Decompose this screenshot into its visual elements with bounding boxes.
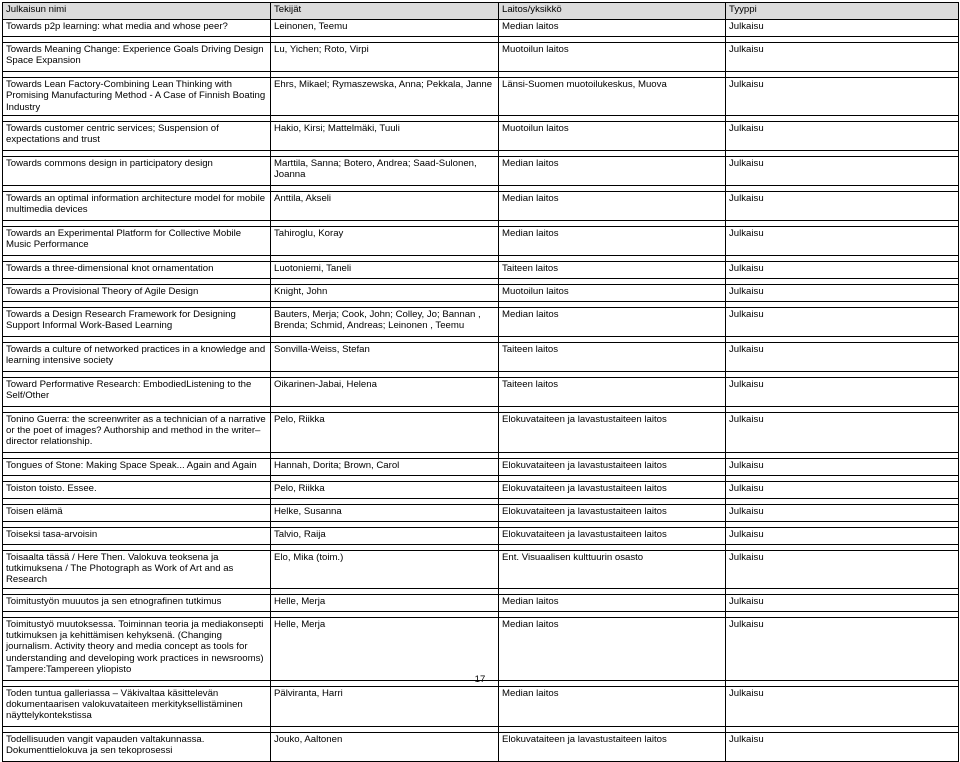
cell-type: Julkaisu — [726, 686, 959, 726]
cell-authors: Knight, John — [271, 284, 499, 301]
cell-type: Julkaisu — [726, 342, 959, 371]
cell-department: Elokuvataiteen ja lavastustaiteen laitos — [499, 732, 726, 761]
table-row — [3, 307, 959, 336]
cell-title: Tongues of Stone: Making Space Speak... Again and Again — [3, 458, 271, 475]
cell-type: Julkaisu — [726, 156, 959, 185]
cell-type: Julkaisu — [726, 594, 959, 611]
cell-title: Towards a culture of networked practices in a knowledge and learning intensive society — [3, 342, 271, 371]
cell-authors: Lu, Yichen; Roto, Virpi — [271, 43, 499, 72]
cell-type: Julkaisu — [726, 191, 959, 220]
table-row — [3, 550, 959, 588]
table-row — [3, 20, 959, 37]
cell-title: Toiseksi tasa-arvoisin — [3, 527, 271, 544]
table-row — [3, 156, 959, 185]
cell-department: Median laitos — [499, 594, 726, 611]
table-row — [3, 481, 959, 498]
publications-table — [2, 2, 959, 762]
table-row — [3, 504, 959, 521]
cell-title: Toimitustyö muutoksessa. Toiminnan teoria ja mediakonsepti tutkimuksen ja kehittämisen kehyksenä. (Changing journalism. Activity theory and media concept as tools for understanding and developing work practices in newsrooms) Tampere:Tampereen yliopisto — [3, 617, 271, 680]
table-row — [3, 377, 959, 406]
cell-type: Julkaisu — [726, 307, 959, 336]
cell-authors: Helle, Merja — [271, 617, 499, 680]
cell-title: Towards an Experimental Platform for Collective Mobile Music Performance — [3, 226, 271, 255]
cell-title: Towards a three-dimensional knot ornamentation — [3, 261, 271, 278]
cell-title: Toden tuntua galleriassa – Väkivaltaa käsittelevän dokumentaarisen valokuvataiteen merkityksellistäminen näyttelykontekstissa — [3, 686, 271, 726]
table-row — [3, 342, 959, 371]
cell-type: Julkaisu — [726, 481, 959, 498]
cell-department: Taiteen laitos — [499, 377, 726, 406]
cell-title: Toimitustyön muuutos ja sen etnografinen tutkimus — [3, 594, 271, 611]
cell-type: Julkaisu — [726, 550, 959, 588]
cell-type: Julkaisu — [726, 20, 959, 37]
cell-title: Todellisuuden vangit vapauden valtakunnassa. Dokumenttielokuva ja sen tekoprosessi — [3, 732, 271, 761]
table-header-row — [3, 3, 959, 20]
cell-authors: Jouko, Aaltonen — [271, 732, 499, 761]
table-row — [3, 686, 959, 726]
cell-type: Julkaisu — [726, 504, 959, 521]
cell-title: Towards Lean Factory-Combining Lean Thinking with Promising Manufacturing Method - A Case of Finnish Boating Industry — [3, 78, 271, 116]
cell-authors: Helke, Susanna — [271, 504, 499, 521]
cell-title: Towards p2p learning: what media and whose peer? — [3, 20, 271, 37]
cell-type: Julkaisu — [726, 458, 959, 475]
cell-department: Median laitos — [499, 307, 726, 336]
cell-authors: Hannah, Dorita; Brown, Carol — [271, 458, 499, 475]
table-row — [3, 732, 959, 761]
table-row — [3, 617, 959, 680]
cell-authors: Marttila, Sanna; Botero, Andrea; Saad-Sulonen, Joanna — [271, 156, 499, 185]
header-title: Julkaisun nimi — [3, 3, 271, 20]
cell-type: Julkaisu — [726, 527, 959, 544]
table-row — [3, 412, 959, 452]
cell-authors: Anttila, Akseli — [271, 191, 499, 220]
cell-department: Elokuvataiteen ja lavastustaiteen laitos — [499, 458, 726, 475]
cell-type: Julkaisu — [726, 121, 959, 150]
cell-authors: Leinonen, Teemu — [271, 20, 499, 37]
cell-authors: Oikarinen-Jabai, Helena — [271, 377, 499, 406]
cell-department: Taiteen laitos — [499, 342, 726, 371]
cell-type: Julkaisu — [726, 732, 959, 761]
table-row — [3, 43, 959, 72]
cell-department: Median laitos — [499, 226, 726, 255]
cell-department: Elokuvataiteen ja lavastustaiteen laitos — [499, 412, 726, 452]
cell-authors: Bauters, Merja; Cook, John; Colley, Jo; Bannan , Brenda; Schmid, Andreas; Leinonen , Teemu — [271, 307, 499, 336]
cell-authors: Pälviranta, Harri — [271, 686, 499, 726]
cell-title: Toward Performative Research: EmbodiedListening to the Self/Other — [3, 377, 271, 406]
cell-authors: Tahiroglu, Koray — [271, 226, 499, 255]
cell-title: Towards a Provisional Theory of Agile Design — [3, 284, 271, 301]
cell-title: Toisen elämä — [3, 504, 271, 521]
cell-department: Elokuvataiteen ja lavastustaiteen laitos — [499, 481, 726, 498]
cell-title: Tonino Guerra: the screenwriter as a technician of a narrative or the poet of images? Authorship and method in the writer–director relationship. — [3, 412, 271, 452]
cell-title: Towards Meaning Change: Experience Goals Driving Design Space Expansion — [3, 43, 271, 72]
cell-authors: Luotoniemi, Taneli — [271, 261, 499, 278]
cell-department: Median laitos — [499, 156, 726, 185]
cell-type: Julkaisu — [726, 261, 959, 278]
cell-title: Towards a Design Research Framework for Designing Support Informal Work-Based Learning — [3, 307, 271, 336]
table-row — [3, 594, 959, 611]
cell-title: Toisaalta tässä / Here Then. Valokuva teoksena ja tutkimuksena / The Photograph as Work of Art and as Research — [3, 550, 271, 588]
cell-department: Taiteen laitos — [499, 261, 726, 278]
cell-title: Towards commons design in participatory design — [3, 156, 271, 185]
cell-department: Median laitos — [499, 686, 726, 726]
table-body — [3, 20, 959, 762]
cell-department: Median laitos — [499, 20, 726, 37]
table-row — [3, 78, 959, 116]
table-row — [3, 261, 959, 278]
cell-title: Towards customer centric services; Suspension of expectations and trust — [3, 121, 271, 150]
cell-title: Towards an optimal information architecture model for mobile multimedia devices — [3, 191, 271, 220]
cell-type: Julkaisu — [726, 284, 959, 301]
table-row — [3, 458, 959, 475]
table-row — [3, 284, 959, 301]
cell-department: Median laitos — [499, 617, 726, 680]
header-authors: Tekijät — [271, 3, 499, 20]
header-type: Tyyppi — [726, 3, 959, 20]
table-row — [3, 527, 959, 544]
cell-department: Muotoilun laitos — [499, 43, 726, 72]
cell-authors: Sonvilla-Weiss, Stefan — [271, 342, 499, 371]
cell-department: Median laitos — [499, 191, 726, 220]
table-row — [3, 226, 959, 255]
cell-type: Julkaisu — [726, 43, 959, 72]
cell-type: Julkaisu — [726, 412, 959, 452]
cell-authors: Elo, Mika (toim.) — [271, 550, 499, 588]
header-department: Laitos/yksikkö — [499, 3, 726, 20]
page-number: 17 — [474, 674, 486, 685]
table-row — [3, 121, 959, 150]
cell-authors: Hakio, Kirsi; Mattelmäki, Tuuli — [271, 121, 499, 150]
cell-department: Muotoilun laitos — [499, 284, 726, 301]
cell-type: Julkaisu — [726, 78, 959, 116]
cell-authors: Helle, Merja — [271, 594, 499, 611]
cell-authors: Pelo, Riikka — [271, 481, 499, 498]
cell-authors: Pelo, Riikka — [271, 412, 499, 452]
cell-department: Elokuvataiteen ja lavastustaiteen laitos — [499, 504, 726, 521]
cell-department: Elokuvataiteen ja lavastustaiteen laitos — [499, 527, 726, 544]
table-row — [3, 191, 959, 220]
cell-type: Julkaisu — [726, 617, 959, 680]
cell-authors: Talvio, Raija — [271, 527, 499, 544]
cell-type: Julkaisu — [726, 377, 959, 406]
cell-type: Julkaisu — [726, 226, 959, 255]
cell-department: Muotoilun laitos — [499, 121, 726, 150]
cell-department: Ent. Visuaalisen kulttuurin osasto — [499, 550, 726, 588]
cell-title: Toiston toisto. Essee. — [3, 481, 271, 498]
cell-department: Länsi-Suomen muotoilukeskus, Muova — [499, 78, 726, 116]
cell-authors: Ehrs, Mikael; Rymaszewska, Anna; Pekkala, Janne — [271, 78, 499, 116]
